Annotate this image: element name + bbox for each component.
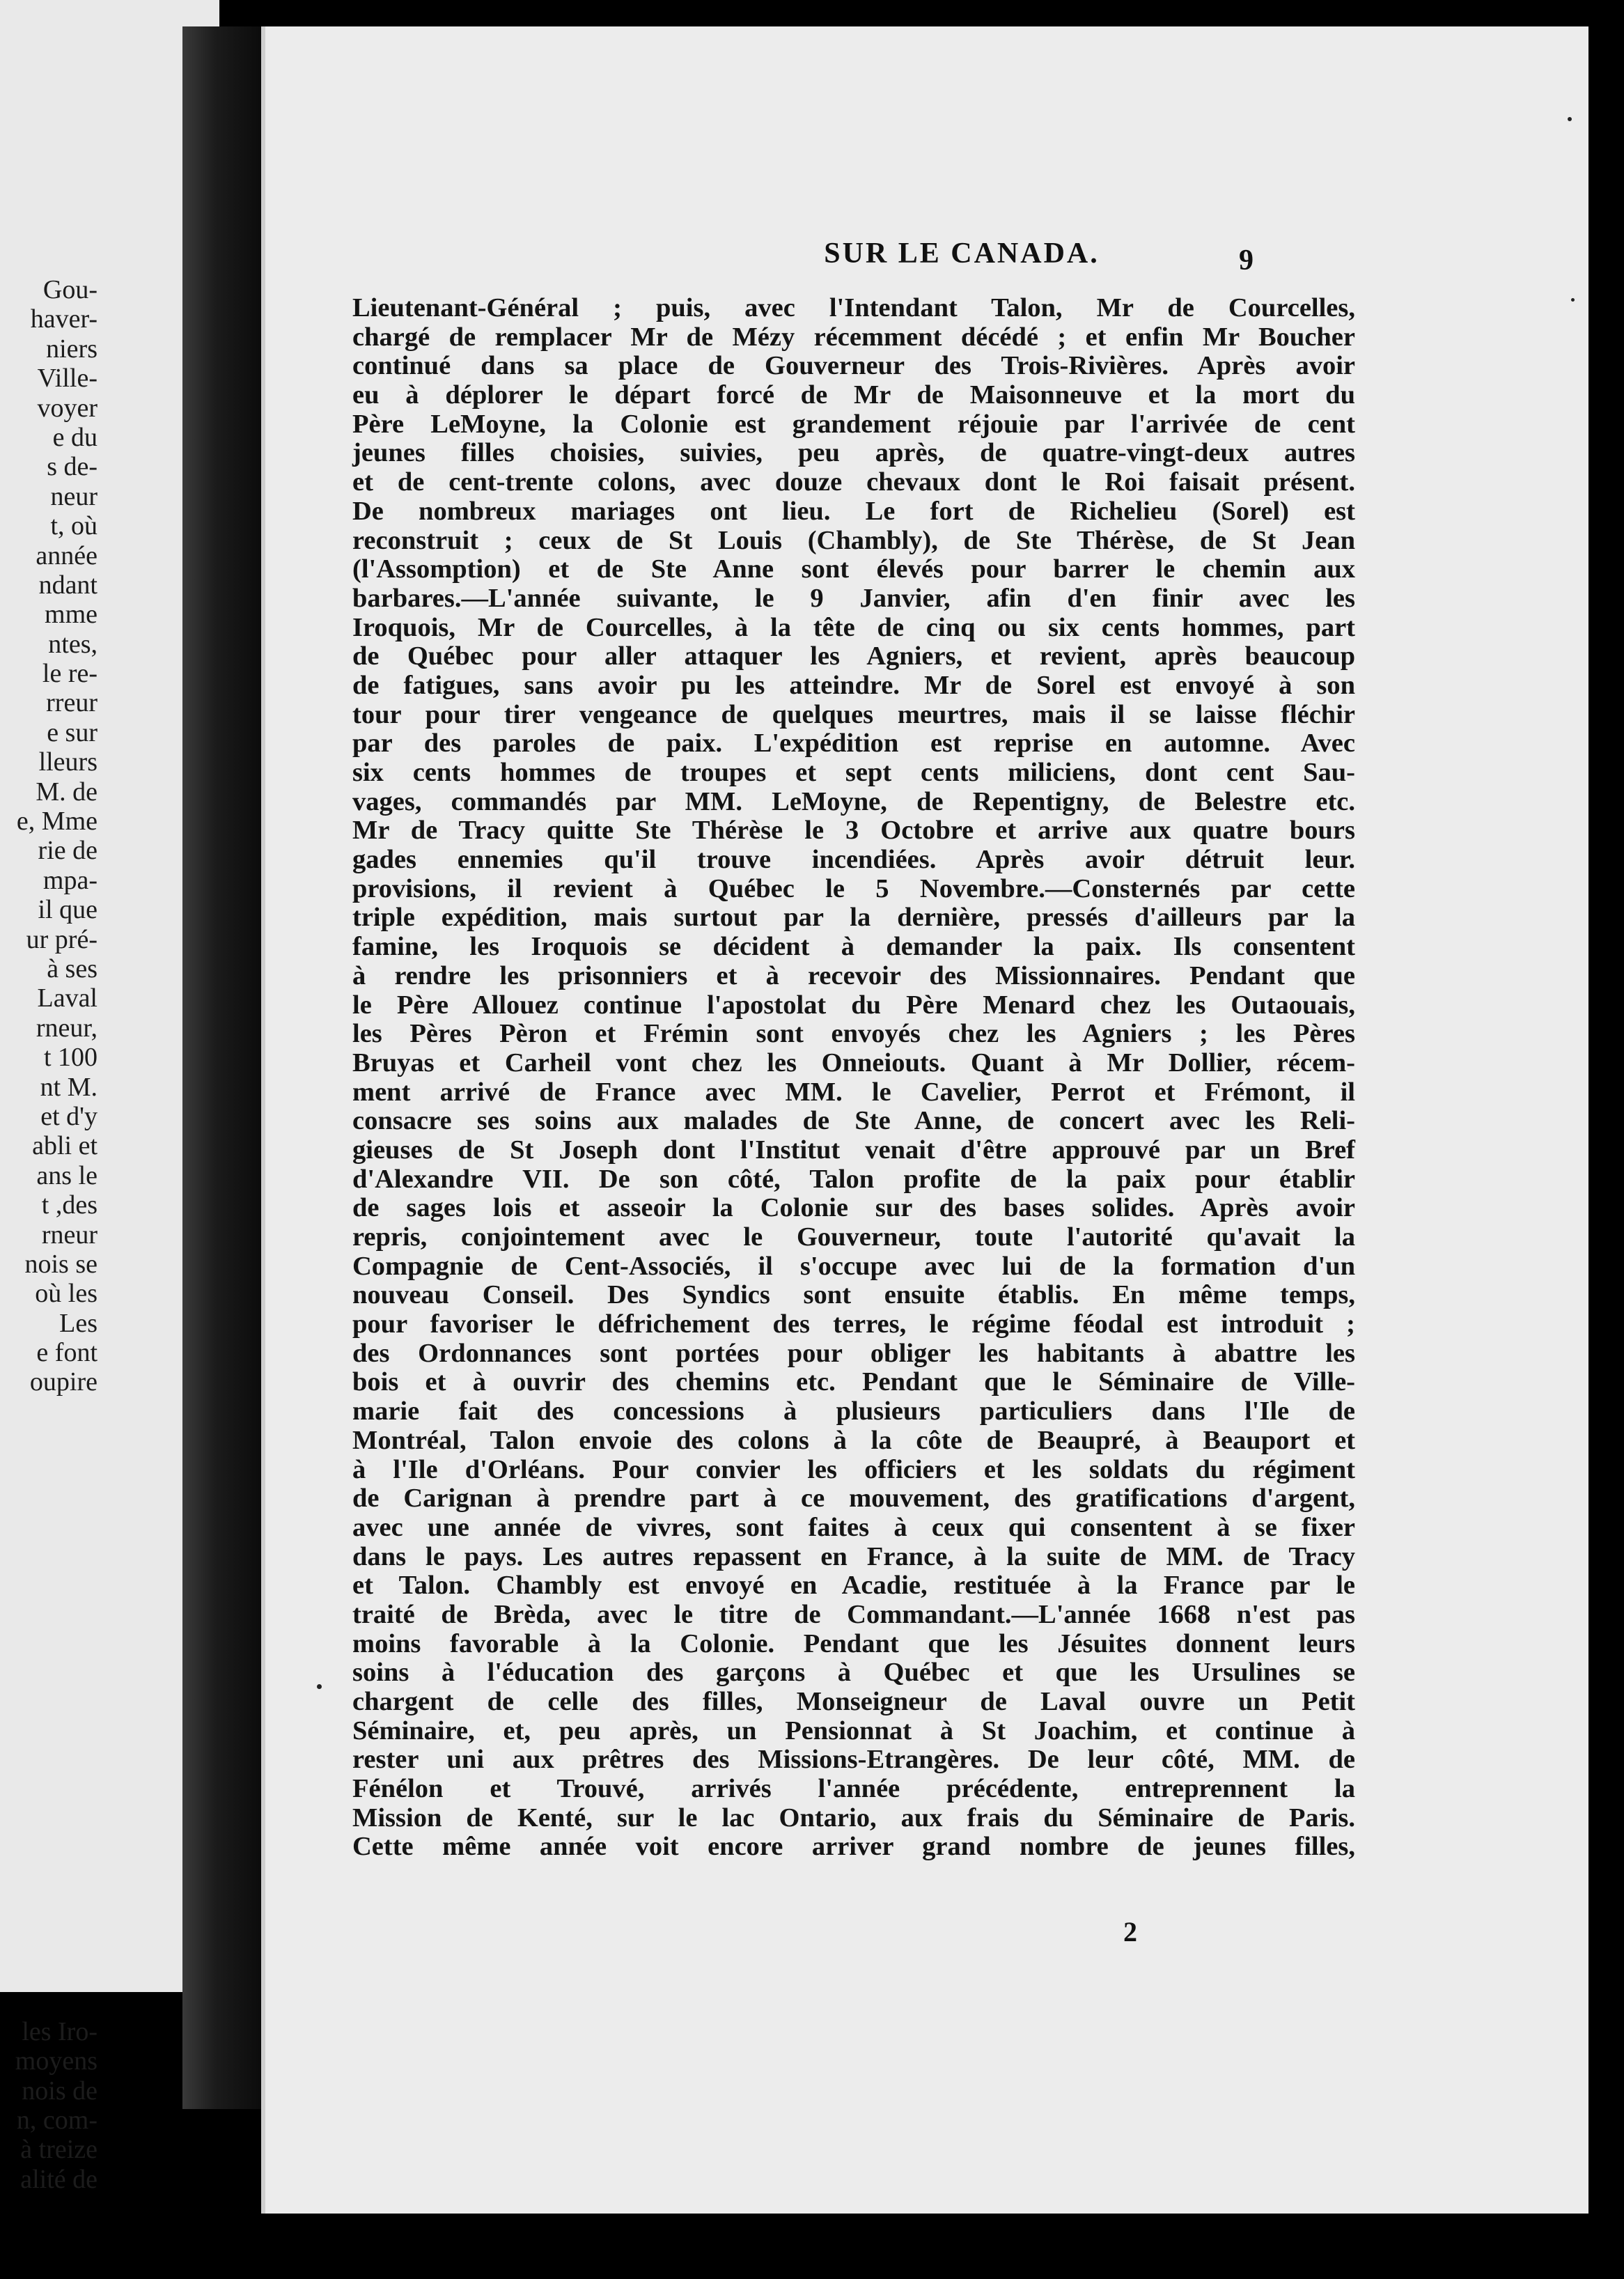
left-text-fragment: à treize (20, 2135, 97, 2165)
text-line: provisions, il revient à Québec le 5 Novembre.—Consternés par cette (352, 873, 1355, 903)
left-text-fragment: lleurs (38, 747, 97, 777)
text-line: de Québec pour aller attaquer les Agniers, et revient, après beaucoup (352, 641, 1355, 671)
text-line: Père LeMoyne, la Colonie est grandement réjouie par l'arrivée de cent (352, 409, 1355, 439)
left-text-fragment: t, où (50, 511, 97, 541)
left-text-fragment: rneur (41, 1220, 97, 1250)
text-line: Séminaire, et, peu après, un Pensionnat à St Joachim, et continue à (352, 1716, 1355, 1745)
text-line: bois et à ouvrir des chemins etc. Pendant que le Séminaire de Ville- (352, 1367, 1355, 1397)
text-line: à l'Ile d'Orléans. Pour convier les officiers et les soldats du régiment (352, 1454, 1355, 1484)
body-text (352, 294, 1355, 1862)
left-text-fragment: oupire (29, 1367, 97, 1397)
left-text-fragment: Les (59, 1308, 97, 1338)
left-text-fragment: à ses (47, 954, 97, 983)
text-line: de fatigues, sans avoir pu les atteindre. Mr de Sorel est envoyé à son (352, 670, 1355, 700)
left-text-fragment: il que (38, 895, 97, 925)
left-text-fragment: Gou- (42, 275, 97, 304)
left-text-fragment: nois de (22, 2076, 97, 2106)
text-line: vages, commandés par MM. LeMoyne, de Repentigny, de Belestre etc. (352, 786, 1355, 816)
left-text-fragment: voyer (37, 393, 97, 423)
left-text-fragment: n, com- (16, 2106, 97, 2136)
text-line: de Carignan à prendre part à ce mouvement, des gratifications d'argent, (352, 1484, 1355, 1514)
left-text-fragment: moyens (15, 2046, 97, 2076)
text-line: le Père Allouez continue l'apostolat du Père Menard chez les Outaouais, (352, 990, 1355, 1020)
text-line: De nombreux mariages ont lieu. Le fort de Richelieu (Sorel) est (352, 496, 1355, 526)
text-line: jeunes filles choisies, suivies, peu après, de quatre-vingt-deux autres (352, 438, 1355, 468)
book-spine-shadow (182, 26, 266, 2109)
text-line: reconstruit ; ceux de St Louis (Chambly), de Ste Thérèse, de St Jean (352, 525, 1355, 555)
left-text-fragment: e font (36, 1338, 97, 1368)
text-line: six cents hommes de troupes et sept cents miliciens, dont cent Sau- (352, 758, 1355, 787)
left-text-fragment: rie de (38, 836, 97, 866)
text-line: pour favoriser le défrichement des terres, le régime féodal est introduit ; (352, 1309, 1355, 1339)
text-line: avec une année de vivres, sont faites à ceux qui consentent à se fixer (352, 1512, 1355, 1542)
left-text-fragment: alité de (20, 2164, 97, 2194)
left-text-fragment: neur (50, 481, 97, 511)
text-line: Mission de Kenté, sur le lac Ontario, aux frais du Séminaire de Paris. (352, 1803, 1355, 1833)
text-line: gades ennemies qu'il trouve incendiées. Après avoir détruit leur. (352, 845, 1355, 875)
text-line: Compagnie de Cent-Associés, il s'occupe avec lui de la formation d'un (352, 1251, 1355, 1281)
left-text-fragment: ntes, (48, 629, 97, 659)
left-text-fragment: t 100 (43, 1043, 97, 1073)
left-text-fragment: e du (52, 422, 97, 452)
text-line: soins à l'éducation des garçons à Québec et que les Ursulines se (352, 1658, 1355, 1688)
left-text-fragment: s de- (47, 452, 97, 482)
text-line: nouveau Conseil. Des Syndics sont ensuite établis. En même temps, (352, 1280, 1355, 1310)
left-text-fragment: et d'y (40, 1101, 97, 1131)
signature-mark: 2 (1123, 1916, 1137, 1947)
text-line: Iroquois, Mr de Courcelles, à la tête de cinq ou six cents hommes, part (352, 612, 1355, 642)
text-line: Montréal, Talon envoie des colons à la côte de Beaupré, à Beauport et (352, 1425, 1355, 1455)
left-text-fragment: nt M. (40, 1072, 97, 1102)
left-text-gap (0, 1397, 97, 2017)
left-text-fragment: où les (35, 1279, 97, 1309)
text-line: Mr de Tracy quitte Ste Thérèse le 3 Octobre et arrive aux quatre bours (352, 816, 1355, 846)
dust-speck (1568, 117, 1572, 121)
text-line: les Pères Pèron et Frémin sont envoyés chez les Agniers ; les Pères (352, 1019, 1355, 1049)
left-text-fragment: niers (46, 334, 97, 364)
dust-speck (317, 1684, 322, 1689)
text-line: et de cent-trente colons, avec douze chevaux dont le Roi faisait présent. (352, 467, 1355, 497)
text-line: par des paroles de paix. L'expédition est reprise en automne. Avec (352, 729, 1355, 759)
text-line: eu à déplorer le départ forcé de Mr de Maisonneuve et la mort du (352, 380, 1355, 410)
dust-speck (1571, 298, 1575, 302)
left-text-fragment: le re- (42, 659, 97, 689)
right-page (261, 26, 1588, 2214)
text-line: Lieutenant-Général ; puis, avec l'Intendant Talon, Mr de Courcelles, (352, 293, 1355, 322)
left-text-fragment: Laval (37, 983, 97, 1013)
text-line: ment arrivé de France avec MM. le Cavelier, Perrot et Frémont, il (352, 1077, 1355, 1107)
text-line: de sages lois et asseoir la Colonie sur des bases solides. Après avoir (352, 1193, 1355, 1223)
text-line: Bruyas et Carheil vont chez les Onneiouts. Quant à Mr Dollier, récem- (352, 1048, 1355, 1078)
left-text-fragment: e, Mme (16, 807, 97, 837)
text-line: rester uni aux prêtres des Missions-Etrangères. De leur côté, MM. de (352, 1745, 1355, 1775)
left-text-fragment: nois se (24, 1249, 97, 1279)
text-line: et Talon. Chambly est envoyé en Acadie, restituée à la France par le (352, 1571, 1355, 1601)
text-line: triple expédition, mais surtout par la dernière, pressés d'ailleurs par la (352, 903, 1355, 933)
left-text-fragment: e sur (47, 717, 97, 747)
text-line: traité de Brèda, avec le titre de Commandant.—L'année 1668 n'est pas (352, 1599, 1355, 1629)
text-line: des Ordonnances sont portées pour obliger les habitants à abattre les (352, 1338, 1355, 1368)
running-head: SUR LE CANADA. (824, 238, 1100, 270)
text-line: d'Alexandre VII. De son côté, Talon profite de la paix pour établir (352, 1164, 1355, 1194)
text-line: consacre ses soins aux malades de Ste Anne, de concert avec les Reli- (352, 1106, 1355, 1136)
text-line: à rendre les prisonniers et à recevoir des Missionnaires. Pendant que (352, 960, 1355, 990)
text-line: barbares.—L'année suivante, le 9 Janvier, afin d'en finir avec les (352, 583, 1355, 613)
text-line: moins favorable à la Colonie. Pendant que les Jésuites donnent leurs (352, 1628, 1355, 1658)
text-line: repris, conjointement avec le Gouverneur, toute l'autorité qu'avait la (352, 1222, 1355, 1252)
left-text-fragment: mme (45, 600, 97, 630)
left-page-text (0, 275, 97, 2194)
left-text-fragment: Ville- (37, 364, 97, 394)
text-line: continué dans sa place de Gouverneur des Trois-Rivières. Après avoir (352, 351, 1355, 381)
text-line: gieuses de St Joseph dont l'Institut venait d'être approuvé par un Bref (352, 1135, 1355, 1165)
left-text-fragment: rreur (46, 688, 97, 718)
text-line: tour pour tirer vengeance de quelques meurtres, mais il se laisse fléchir (352, 699, 1355, 729)
text-line: dans le pays. Les autres repassent en France, à la suite de MM. de Tracy (352, 1541, 1355, 1571)
text-line: chargé de remplacer Mr de Mézy récemment décédé ; et enfin Mr Boucher (352, 322, 1355, 352)
left-text-fragment: haver- (30, 304, 97, 334)
text-line: (l'Assomption) et de Ste Anne sont élevés pour barrer le chemin aux (352, 554, 1355, 584)
left-text-fragment: ndant (38, 570, 97, 600)
text-line: famine, les Iroquois se décident à demander la paix. Ils consentent (352, 932, 1355, 962)
left-text-fragment: année (36, 540, 97, 570)
text-line: marie fait des concessions à plusieurs particuliers dans l'Ile de (352, 1397, 1355, 1426)
left-text-fragment: ur pré- (26, 924, 97, 954)
left-text-fragment: abli et (32, 1131, 97, 1161)
left-text-fragment: t ,des (41, 1190, 97, 1220)
left-text-fragment: M. de (36, 777, 97, 807)
left-text-fragment: mpa- (42, 865, 97, 895)
page-number: 9 (1239, 244, 1254, 277)
left-text-fragment: rneur, (36, 1013, 97, 1043)
text-line: chargent de celle des filles, Monseigneur de Laval ouvre un Petit (352, 1687, 1355, 1716)
text-line: Cette même année voit encore arriver grand nombre de jeunes filles, (352, 1832, 1355, 1862)
left-text-fragment: les Iro- (22, 2016, 97, 2046)
left-text-fragment: ans le (36, 1160, 97, 1190)
text-line: Fénélon et Trouvé, arrivés l'année précédente, entreprennent la (352, 1774, 1355, 1804)
